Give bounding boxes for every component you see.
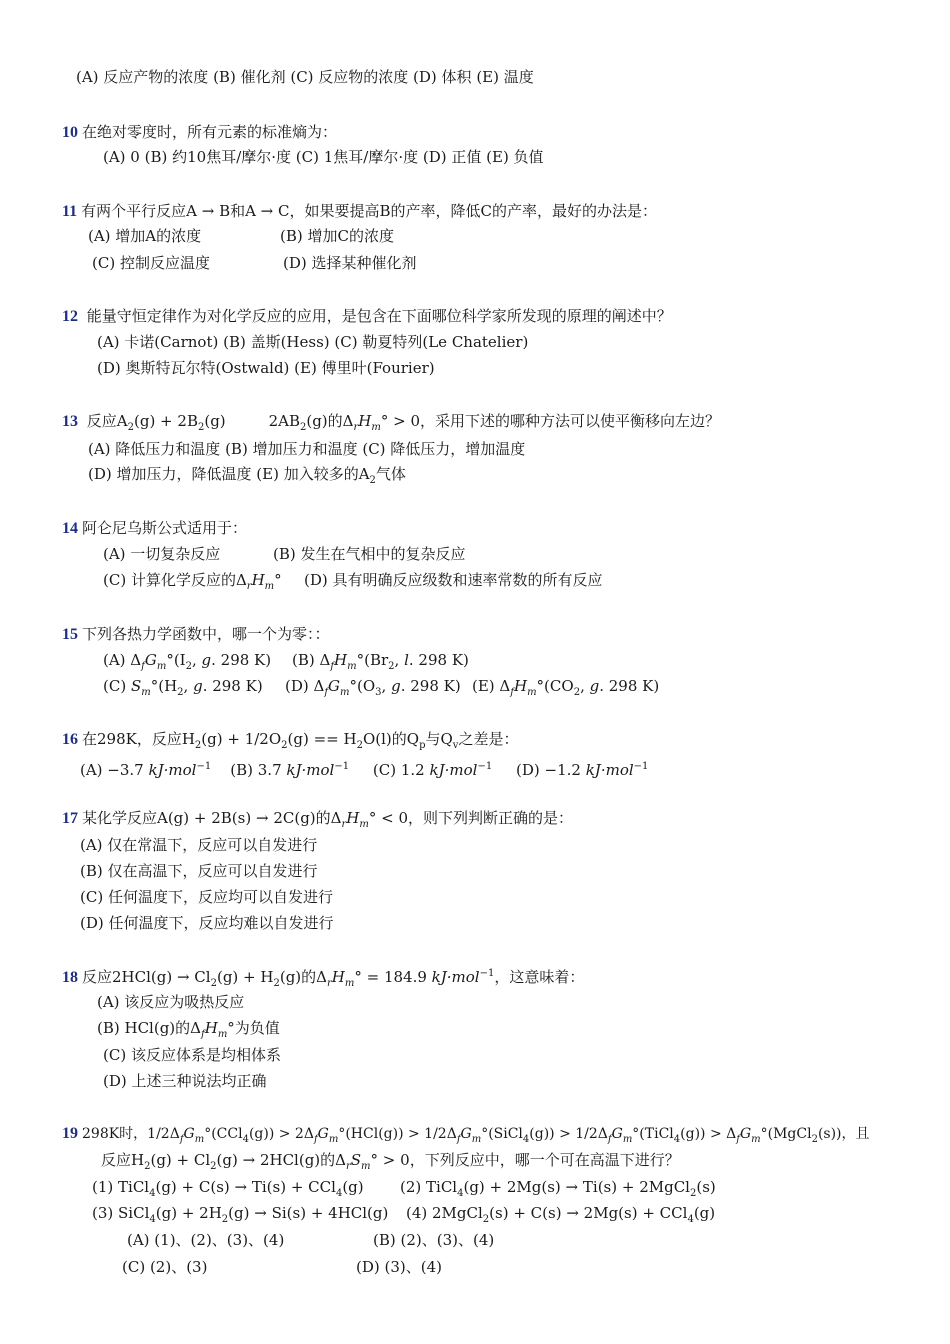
q19-answer-d: (D) (3)、(4) [356, 1258, 442, 1276]
q19-answer-c: (C) (2)、(3) [122, 1258, 208, 1276]
q18-stem: 18 反应$2HCl(g) \to Cl_2(g) + H_2(g)$的$\Delta_rH_m^\circ = 184.9$ kJ·mol$^{-1}$，这意味着： [62, 968, 585, 989]
q12-options-row1: (A) 卡诺(Carnot) (B) 盖斯(Hess) (C) 勒夏特列(Le Chatelier) [97, 333, 529, 351]
q14-option-c-text: (C) 计算化学反应的 [103, 571, 236, 589]
q18-text: 反应2HCl(g) → Cl [82, 968, 211, 986]
q19-text-tail: ，下列反应中，哪一个可在高温下进行？ [409, 1151, 680, 1169]
q19-answer-a: (A) (1)、(2)、(3)、(4) [127, 1231, 285, 1249]
q15-option-c: (C) $S_m^\circ(H_2$, g. 298 K) [103, 677, 263, 698]
q19-reaction-4: (4) 2MgCl$_2$(s) + C(s) → 2Mg(s) + CCl$_4$(g) [406, 1204, 716, 1225]
q19-number: 19 [62, 1125, 78, 1142]
q13-options-row2: (D) 增加压力，降低温度 (E) 加入较多的$A_2$气体 [88, 465, 406, 486]
q15-number: 15 [62, 626, 78, 643]
q18-option-b: (B) HCl(g)的$\Delta_fH_m^\circ$为负值 [97, 1019, 280, 1040]
q18-option-d: (D) 上述三种说法均正确 [103, 1072, 267, 1090]
q17-number: 17 [62, 810, 78, 827]
q11-text: 有两个平行反应A → B和A → C，如果要提高B的产率，降低C的产率，最好的办法是： [81, 202, 658, 220]
q19-answer-b: (B) (2)、(3)、(4) [373, 1231, 495, 1249]
q17-option-c: (C) 任何温度下，反应均可以自发进行 [80, 888, 333, 906]
q11-number: 11 [62, 203, 78, 220]
q10-text: 在绝对零度时，所有元素的标准熵为： [82, 123, 338, 141]
q10-number: 10 [62, 124, 78, 141]
q11-option-a: (A) 增加A的浓度 [88, 227, 202, 245]
q14-text: 阿仑尼乌斯公式适用于： [82, 519, 248, 537]
q14-option-c: (C) 计算化学反应的$\Delta_rH_m^\circ$ [103, 571, 282, 592]
q17-option-b: (B) 仅在高温下，反应可以自发进行 [80, 862, 318, 880]
q16-text-tail: 之差是： [458, 730, 519, 748]
q14-option-a: (A) 一切复杂反应 [103, 545, 221, 563]
q19-reaction-1: (1) TiCl$_4$(g) + C(s) → Ti(s) + CCl$_4$(g) [92, 1178, 364, 1199]
q11-stem [62, 202, 657, 221]
q13-text: ，采用下述的哪种方法可以使平衡移向左边？ [420, 412, 721, 430]
q15-option-d: (D) $\Delta_fG_m^\circ(O_3$, g. 298 K) [285, 677, 461, 698]
q10-options: (A) 0 (B) 约10焦耳/摩尔·度 (C) 1焦耳/摩尔·度 (D) 正值 (E) 负值 [103, 148, 544, 166]
q13-options-row2-tail: 气体 [375, 465, 406, 483]
q15-text: 下列各热力学函数中，哪一个为零：： [82, 625, 330, 643]
q13-stem: 13 反应$A_2(g) + 2B_2(g)$ $2AB_2(g)$的$\Delta_rH_m^\circ > 0$，采用下述的哪种方法可以使平衡移向左边？ [62, 412, 721, 433]
q18-option-b-tail: 为负值 [234, 1019, 280, 1037]
q17-text-tail: ，则下列判断正确的是： [408, 809, 574, 827]
q13-options-row2-text: (D) 增加压力，降低温度 (E) 加入较多的A [88, 465, 370, 483]
q16-options: (A) −3.7 kJ·mol$^{-1}$ (B) 3.7 kJ·mol$^{-1}$ (C) 1.2 kJ·mol$^{-1}$ (D) −1.2 kJ·mol$^{-1}$ [80, 761, 649, 779]
q15-option-a: (A) $\Delta_fG_m^\circ(I_2$, g. 298 K) [103, 651, 272, 672]
q19-reaction-2: (2) TiCl$_4$(g) + 2Mg(s) → Ti(s) + 2MgCl$_2$(s) [400, 1178, 716, 1199]
q12-text: 能量守恒定律作为对化学反应的应用，是包含在下面哪位科学家所发现的原理的阐述中？ [86, 307, 672, 325]
q13-options-row1: (A) 降低压力和温度 (B) 增加压力和温度 (C) 降低压力，增加温度 [88, 440, 526, 458]
q11-option-c: (C) 控制反应温度 [92, 254, 210, 272]
q19-stem-line2: 反应$H_2(g) + Cl_2(g) \to 2HCl(g)$的$\Delta_rS_m^\circ > 0$，下列反应中，哪一个可在高温下进行？ [101, 1151, 680, 1172]
q17-option-a: (A) 仅在常温下，反应可以自发进行 [80, 836, 318, 854]
q14-option-b: (B) 发生在气相中的复杂反应 [273, 545, 466, 563]
q17-stem: 17 某化学反应A(g) + 2B(s) → 2C(g)的$\Delta_rH_m^\circ < 0$，则下列判断正确的是： [62, 809, 574, 830]
q18-number: 18 [62, 969, 78, 986]
q17-option-d: (D) 任何温度下，反应均难以自发进行 [80, 914, 334, 932]
q14-number: 14 [62, 520, 78, 537]
q15-option-e: (E) $\Delta_fH_m^\circ(CO_2$, g. 298 K) [472, 677, 660, 698]
q12-options-row2: (D) 奥斯特瓦尔特(Ostwald) (E) 傅里叶(Fourier) [97, 359, 435, 377]
q11-option-b: (B) 增加C的浓度 [280, 227, 394, 245]
q10-stem [62, 123, 337, 142]
q16-stem: 16 在298K，反应$H_2(g) + 1/2O_2(g) == H_2O(l)$的$Q_p$与$Q_v$之差是： [62, 730, 519, 751]
q14-stem [62, 519, 247, 538]
q16-text: 在298K，反应H [82, 730, 195, 748]
q18-option-c: (C) 该反应体系是均相体系 [103, 1046, 281, 1064]
q18-text-tail: ，这意味着： [494, 968, 585, 986]
q16-number: 16 [62, 731, 78, 748]
q17-text: 某化学反应A(g) + 2B(s) → 2C(g)的 [82, 809, 331, 827]
q18-option-a: (A) 该反应为吸热反应 [97, 993, 245, 1011]
q15-stem [62, 625, 330, 644]
q9-options: (A) 反应产物的浓度 (B) 催化剂 (C) 反应物的浓度 (D) 体积 (E) 温度 [76, 68, 534, 86]
q15-option-b: (B) $\Delta_fH_m^\circ(Br_2$, l. 298 K) [292, 651, 469, 672]
q12-stem [62, 307, 672, 326]
q19-stem: 19 298K时，$1/2\Delta_fG_m^\circ(CCl_4(g)) > 2\Delta_fG_m^\circ(HCl(g))$ > $1/2\Delta_fG_m^\circ(SiCl_4(g))$ > $1/2\Delta_fG_m^\circ(TiCl_4(g))$ > $\Delta_fG_m^\circ(MgCl_2(s))$，且 [62, 1125, 870, 1145]
q13-number: 13 [62, 413, 78, 430]
q18-option-b-text: (B) HCl(g)的 [97, 1019, 191, 1037]
q12-number: 12 [62, 308, 78, 325]
q19-reaction-3: (3) SiCl$_4$(g) + $2H_2(g) \to Si(s) + 4HCl(g)$ [92, 1204, 389, 1225]
q11-option-d: (D) 选择某种催化剂 [283, 254, 417, 272]
q14-option-d: (D) 具有明确反应级数和速率常数的所有反应 [304, 571, 603, 589]
